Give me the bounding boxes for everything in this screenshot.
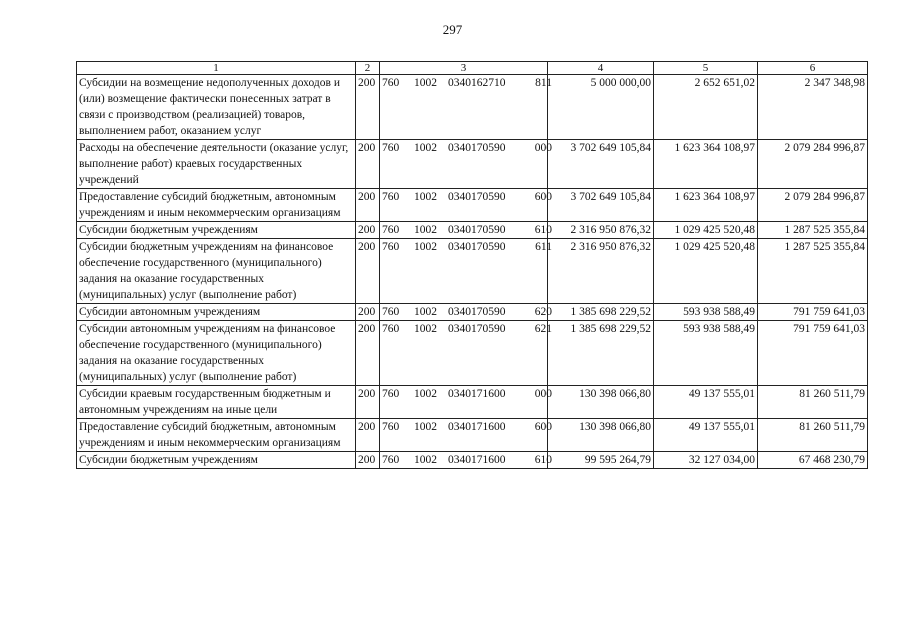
code-part-1: 760 [382,323,400,335]
code-part-4: 600 [534,421,552,433]
row-code-col2: 200 [356,321,380,386]
row-value-col5: 2 652 651,02 [654,75,758,140]
code-part-3: 0340171600 [448,421,506,433]
code-part-3: 0340170590 [448,306,506,318]
code-part-2: 1002 [414,241,437,253]
table-header-row [77,62,868,75]
table-row [77,189,868,222]
code-part-4: 000 [534,142,552,154]
code-part-3: 0340170590 [448,224,506,236]
row-code-col3 [380,222,552,239]
code-part-4: 610 [534,454,552,466]
row-code-col2: 200 [356,222,380,239]
row-code-col2: 200 [356,304,380,321]
code-part-2: 1002 [414,323,437,335]
code-part-2: 1002 [414,191,437,203]
row-code-col2: 200 [356,189,380,222]
budget-table [76,61,868,469]
row-code-col3 [380,452,552,469]
row-value-col4: 2 316 950 876,32 [548,222,654,239]
code-part-2: 1002 [414,77,437,89]
row-value-col6: 791 759 641,03 [758,304,868,321]
row-code-col3 [380,75,552,140]
row-value-col4: 130 398 066,80 [548,419,654,452]
row-code-col2: 200 [356,419,380,452]
row-code-col3 [380,239,552,304]
row-value-col5: 593 938 588,49 [654,321,758,386]
row-code-col2: 200 [356,75,380,140]
header-col-1: 1 [77,62,356,75]
row-value-col6: 1 287 525 355,84 [758,222,868,239]
code-part-3: 0340170590 [448,241,506,253]
row-value-col5: 1 623 364 108,97 [654,189,758,222]
table-row [77,75,868,140]
code-part-1: 760 [382,454,400,466]
code-part-3: 0340170590 [448,142,506,154]
row-value-col6: 81 260 511,79 [758,419,868,452]
row-name: Предоставление субсидий бюджетным, автономным учреждениям и иным некоммерческим организациям [77,419,356,452]
row-value-col4: 1 385 698 229,52 [548,321,654,386]
row-value-col4: 99 595 264,79 [548,452,654,469]
header-col-6: 6 [758,62,868,75]
code-part-2: 1002 [414,224,437,236]
row-value-col4: 130 398 066,80 [548,386,654,419]
code-part-3: 0340170590 [448,323,506,335]
row-value-col6: 2 079 284 996,87 [758,189,868,222]
row-value-col6: 81 260 511,79 [758,386,868,419]
row-value-col6: 2 079 284 996,87 [758,140,868,189]
row-name: Субсидии бюджетным учреждениям [77,222,356,239]
row-value-col5: 1 623 364 108,97 [654,140,758,189]
code-part-3: 0340171600 [448,454,506,466]
header-col-4: 4 [548,62,654,75]
table-row [77,140,868,189]
table-row [77,304,868,321]
row-name: Субсидии бюджетным учреждениям на финансовое обеспечение государственного (муниципального) задания на оказание государственных (муниципальных) услуг (выполнение работ) [77,239,356,304]
code-part-1: 760 [382,306,400,318]
row-value-col4: 2 316 950 876,32 [548,239,654,304]
code-part-2: 1002 [414,142,437,154]
code-part-4: 610 [534,224,552,236]
row-value-col6: 2 347 348,98 [758,75,868,140]
row-value-col6: 791 759 641,03 [758,321,868,386]
table-row [77,419,868,452]
code-part-1: 760 [382,241,400,253]
row-code-col3 [380,321,552,386]
table-row [77,386,868,419]
row-name: Субсидии на возмещение недополученных доходов и (или) возмещение фактически понесенных затрат в связи с производством (реализацией) товаров, выполнением работ, оказанием услуг [77,75,356,140]
row-value-col4: 3 702 649 105,84 [548,189,654,222]
code-part-1: 760 [382,388,400,400]
code-part-4: 611 [535,241,552,253]
header-col-3: 3 [380,62,548,75]
row-name: Предоставление субсидий бюджетным, автономным учреждениям и иным некоммерческим организациям [77,189,356,222]
row-value-col5: 593 938 588,49 [654,304,758,321]
row-code-col3 [380,419,552,452]
row-code-col2: 200 [356,452,380,469]
code-part-4: 621 [534,323,552,335]
header-col-5: 5 [654,62,758,75]
table-row [77,222,868,239]
row-code-col3 [380,140,552,189]
code-part-1: 760 [382,224,400,236]
table-row [77,452,868,469]
row-value-col4: 1 385 698 229,52 [548,304,654,321]
row-code-col2: 200 [356,386,380,419]
row-value-col4: 3 702 649 105,84 [548,140,654,189]
code-part-1: 760 [382,77,400,89]
row-value-col5: 1 029 425 520,48 [654,222,758,239]
row-name: Субсидии автономным учреждениям на финансовое обеспечение государственного (муниципального) задания на оказание государственных (муниципальных) услуг (выполнение работ) [77,321,356,386]
row-value-col5: 49 137 555,01 [654,386,758,419]
code-part-4: 000 [534,388,552,400]
row-name: Субсидии автономным учреждениям [77,304,356,321]
table-row [77,321,868,386]
row-name: Субсидии бюджетным учреждениям [77,452,356,469]
code-part-1: 760 [382,142,400,154]
code-part-1: 760 [382,421,400,433]
code-part-4: 620 [534,306,552,318]
row-code-col3 [380,304,552,321]
code-part-4: 600 [534,191,552,203]
page-number: 297 [442,22,463,37]
code-part-2: 1002 [414,454,437,466]
row-value-col6: 67 468 230,79 [758,452,868,469]
row-code-col2: 200 [356,239,380,304]
code-part-2: 1002 [414,388,437,400]
row-value-col5: 49 137 555,01 [654,419,758,452]
row-value-col5: 1 029 425 520,48 [654,239,758,304]
code-part-3: 0340162710 [448,77,506,89]
row-name: Субсидии краевым государственным бюджетным и автономным учреждениям на иные цели [77,386,356,419]
row-code-col2: 200 [356,140,380,189]
row-name: Расходы на обеспечение деятельности (оказание услуг, выполнение работ) краевых государственных учреждений [77,140,356,189]
code-part-1: 760 [382,191,400,203]
table-body [77,75,868,469]
table-row [77,239,868,304]
row-value-col4: 5 000 000,00 [548,75,654,140]
header-col-2: 2 [356,62,380,75]
row-value-col6: 1 287 525 355,84 [758,239,868,304]
code-part-3: 0340171600 [448,388,506,400]
row-value-col5: 32 127 034,00 [654,452,758,469]
code-part-2: 1002 [414,306,437,318]
code-part-3: 0340170590 [448,191,506,203]
code-part-2: 1002 [414,421,437,433]
code-part-4: 811 [535,77,552,89]
row-code-col3 [380,386,552,419]
row-code-col3 [380,189,552,222]
